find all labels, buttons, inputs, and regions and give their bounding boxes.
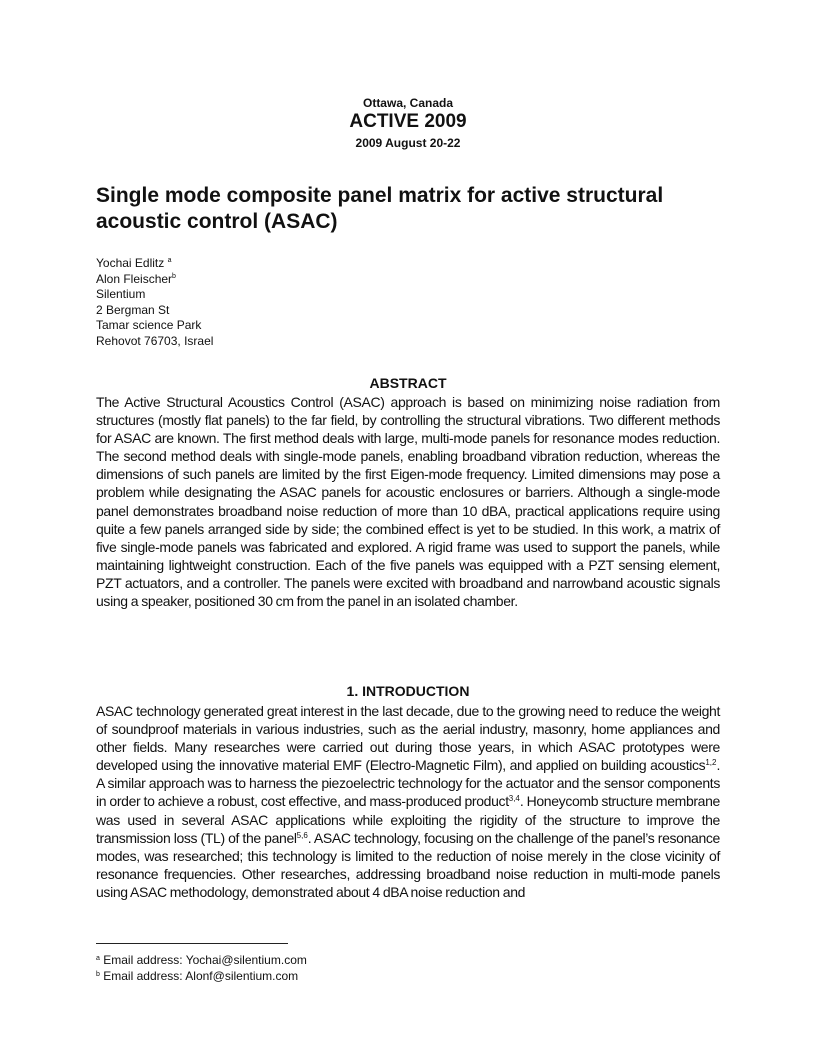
footnote-mark: a <box>167 257 172 264</box>
footnotes <box>96 952 307 984</box>
abstract-heading: ABSTRACT <box>369 375 447 391</box>
author-line <box>96 256 213 272</box>
footnote <box>96 968 307 984</box>
intro-text-segment: ASAC technology generated great interest in the last decade, due to the growing need to reduce the weight of soundproof materials in various industries, such as the aerial industry, masonry, home appliances and other fields. Many researches were carried out during those years, in which ASAC prototypes were developed using the innovative material EMF (Electro-Magnetic Film), and applied on building acoustics <box>96 703 720 774</box>
intro-text-segment: . A similar approach was to harness the piezoelectric technology for the actuator and the sensor components in order to achieve a robust, cost effective, and mass-produced product <box>96 757 720 810</box>
author-name: Alon Fleischer <box>96 271 173 286</box>
footnote-rule <box>96 943 288 944</box>
author-name: Yochai Edlitz <box>96 256 165 270</box>
footnote-text: Email address: Yochai@silentium.com <box>103 953 307 967</box>
intro-text-segment: . ASAC technology, focusing on the challenge of the panel’s resonance modes, was researched; this technology is limited to the reduction of noise merely in the close vicinity of resonance frequencies. Other researches, addressing broadband noise reduction in multi-mode panels using ASAC methodology, demonstrated about 4 dBA noise reduction and <box>96 829 720 900</box>
affiliation-line: 2 Bergman St <box>96 302 170 317</box>
conference-name: ACTIVE 2009 <box>349 111 467 132</box>
introduction-text <box>96 702 720 901</box>
author-block <box>96 256 213 350</box>
footnote-mark: b <box>172 272 176 280</box>
intro-text-segment: . Honeycomb structure membrane was used in several ASAC applications while exploiting the rigidity of the structure to improve the transmission loss (TL) of the panel <box>96 793 720 846</box>
affiliation-line: Tamar science Park <box>96 318 202 333</box>
paper-title: Single mode composite panel matrix for active structural acoustic control (ASAC) <box>96 184 664 233</box>
footnote-mark: a <box>96 955 100 962</box>
citation-ref: 5,6 <box>296 830 308 840</box>
affiliation-line: Silentium <box>96 287 146 302</box>
citation-ref: 1,2 <box>705 758 717 768</box>
footnote-text: Email address: Alonf@silentium.com <box>103 969 299 983</box>
introduction-heading: 1. INTRODUCTION <box>346 683 470 699</box>
footnote-mark: b <box>96 971 100 978</box>
abstract-text: The Active Structural Acoustics Control (ASAC) approach is based on minimizing noise radiation from structures (mostly flat panels) to the far field, by controlling the structural vibrations. Two different methods for ASAC are known. The first method deals with large, multi-mode panels for resonance modes reduction. The second method deals with single-mode panels, enabling broadband vibration reduction, whereas the dimensions of such panels are limited by the first Eigen-mode frequency. Limited dimensions may pose a problem while designating the ASAC panels for acoustic enclosures or barriers. Although a single-mode panel demonstrates broadband noise reduction of more than 10 dBA, practical applications require using quite a few panels arranged side by side; the combined effect is yet to be studied. In this work, a matrix of five single-mode panels was fabricated and explored. A rigid frame was used to support the panels, while maintaining lightweight construction. Each of the five panels was equipped with a PZT sensing element, PZT actuators, and a controller. The panels were excited with broadband and narrowband acoustic signals using a speaker, positioned 30 cm from the panel in an isolated chamber. <box>96 394 720 610</box>
citation-ref: 3,4 <box>508 794 520 804</box>
affiliation-line: Rehovot 76703, Israel <box>96 333 214 348</box>
conference-dates: 2009 August 20-22 <box>355 136 461 150</box>
author-line <box>96 272 213 288</box>
conference-city: Ottawa, Canada <box>362 96 454 110</box>
footnote <box>96 952 307 968</box>
